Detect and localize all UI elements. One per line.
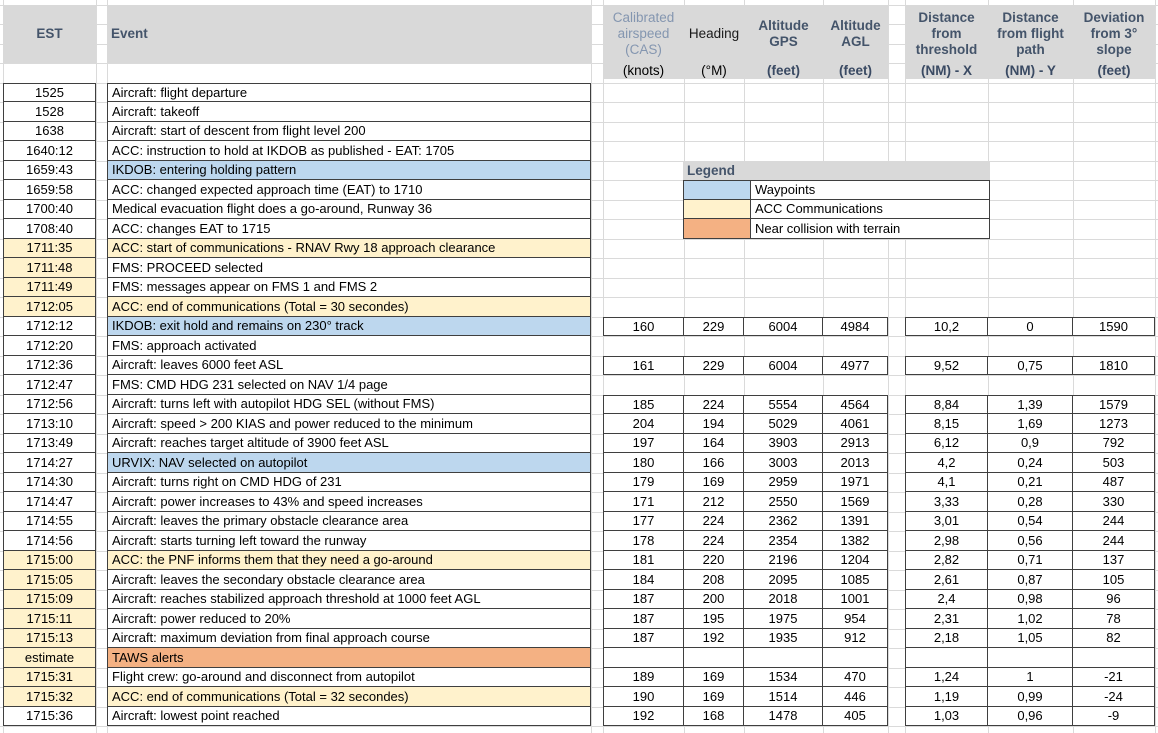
data-cell[interactable]: 190: [603, 687, 684, 707]
event-cell[interactable]: ACC: instruction to hold at IKDOB as published - EAT: 1705: [107, 141, 591, 161]
column-unit: (°M): [701, 63, 727, 78]
data-cell[interactable]: 8,84: [905, 395, 988, 415]
column-header-calibrated-airspeed[interactable]: [603, 5, 684, 80]
data-cell[interactable]: 200: [684, 590, 744, 610]
gridline-horizontal: [0, 726, 1158, 727]
column-title: Altitude GPS: [758, 18, 809, 50]
data-cell[interactable]: 5554: [744, 395, 823, 415]
event-cell[interactable]: ACC: the PNF informs them that they need a go-around: [107, 551, 591, 571]
column-unit: (NM) - Y: [1005, 63, 1056, 78]
data-cell[interactable]: 2,31: [905, 609, 988, 629]
data-cell[interactable]: 2018: [744, 590, 823, 610]
est-cell[interactable]: 1713:49: [3, 434, 96, 454]
event-cell[interactable]: TAWS alerts: [107, 648, 591, 668]
data-cell[interactable]: 220: [684, 551, 744, 571]
est-cell[interactable]: 1712:20: [3, 336, 96, 356]
data-cell[interactable]: 2013: [823, 453, 888, 473]
column-title: Deviation from 3° slope: [1083, 9, 1145, 58]
event-cell[interactable]: ACC: changes EAT to 1715: [107, 219, 591, 239]
data-cell[interactable]: 96: [1073, 590, 1155, 610]
data-cell[interactable]: 204: [603, 414, 684, 434]
event-cell[interactable]: Aircraft: takeoff: [107, 102, 591, 122]
data-cell[interactable]: 1204: [823, 551, 888, 571]
event-cell[interactable]: Aircraft: leaves the secondary obstacle clearance area: [107, 570, 591, 590]
event-cell[interactable]: FMS: messages appear on FMS 1 and FMS 2: [107, 278, 591, 298]
gridline-vertical: [888, 0, 889, 733]
est-cell[interactable]: 1525: [3, 83, 96, 103]
data-cell[interactable]: [823, 648, 888, 668]
data-cell[interactable]: 0,21: [988, 473, 1073, 493]
data-cell[interactable]: 6004: [744, 317, 823, 337]
data-cell[interactable]: 0,75: [988, 356, 1073, 376]
data-cell[interactable]: [1073, 648, 1155, 668]
data-cell[interactable]: 1810: [1073, 356, 1155, 376]
data-cell[interactable]: 792: [1073, 434, 1155, 454]
data-cell[interactable]: 137: [1073, 551, 1155, 571]
column-unit: (feet): [1097, 63, 1131, 78]
data-cell[interactable]: 0,99: [988, 687, 1073, 707]
event-cell[interactable]: IKDOB: entering holding pattern: [107, 161, 591, 181]
data-cell[interactable]: 2362: [744, 512, 823, 532]
event-cell[interactable]: ACC: end of communications (Total = 32 secondes): [107, 687, 591, 707]
data-cell[interactable]: 2550: [744, 492, 823, 512]
data-cell[interactable]: 6,12: [905, 434, 988, 454]
est-cell[interactable]: 1659:58: [3, 180, 96, 200]
est-cell[interactable]: 1712:56: [3, 395, 96, 415]
data-cell[interactable]: 212: [684, 492, 744, 512]
data-cell[interactable]: 171: [603, 492, 684, 512]
data-cell[interactable]: 1,19: [905, 687, 988, 707]
event-cell[interactable]: Aircraft: leaves the primary obstacle clearance area: [107, 512, 591, 532]
data-cell[interactable]: 4,2: [905, 453, 988, 473]
data-cell[interactable]: 1,03: [905, 707, 988, 727]
data-cell[interactable]: 1971: [823, 473, 888, 493]
column-title: Distance from flight path: [997, 9, 1064, 58]
data-cell[interactable]: 0,56: [988, 531, 1073, 551]
data-cell[interactable]: 912: [823, 629, 888, 649]
event-cell[interactable]: IKDOB: exit hold and remains on 230° track: [107, 317, 591, 337]
data-cell[interactable]: 1,05: [988, 629, 1073, 649]
data-cell[interactable]: 1534: [744, 668, 823, 688]
legend-label: Waypoints: [751, 180, 990, 200]
data-cell[interactable]: 9,52: [905, 356, 988, 376]
data-cell[interactable]: 187: [603, 629, 684, 649]
data-cell[interactable]: 4984: [823, 317, 888, 337]
data-cell[interactable]: [988, 648, 1073, 668]
est-cell[interactable]: 1659:43: [3, 161, 96, 181]
data-cell[interactable]: 1: [988, 668, 1073, 688]
data-cell[interactable]: 2,18: [905, 629, 988, 649]
legend-swatch-near-collision-with-terrain: [683, 219, 751, 239]
est-cell[interactable]: 1712:12: [3, 317, 96, 337]
data-cell[interactable]: 194: [684, 414, 744, 434]
est-cell[interactable]: 1712:36: [3, 356, 96, 376]
column-title: Altitude AGL: [830, 18, 881, 50]
data-cell[interactable]: 244: [1073, 512, 1155, 532]
est-cell[interactable]: 1708:40: [3, 219, 96, 239]
data-cell[interactable]: 4061: [823, 414, 888, 434]
data-cell[interactable]: 0,71: [988, 551, 1073, 571]
data-cell[interactable]: 192: [684, 629, 744, 649]
est-cell[interactable]: 1711:35: [3, 239, 96, 259]
data-cell[interactable]: 105: [1073, 570, 1155, 590]
data-cell[interactable]: 229: [684, 317, 744, 337]
data-cell[interactable]: 224: [684, 512, 744, 532]
est-cell[interactable]: 1711:48: [3, 258, 96, 278]
legend-title: Legend: [683, 161, 990, 181]
est-cell[interactable]: 1714:30: [3, 473, 96, 493]
data-cell[interactable]: [744, 648, 823, 668]
gridline-vertical: [591, 0, 592, 733]
data-cell[interactable]: 185: [603, 395, 684, 415]
event-cell[interactable]: Aircraft: turns right on CMD HDG of 231: [107, 473, 591, 493]
est-cell[interactable]: 1715:09: [3, 590, 96, 610]
data-cell[interactable]: 0,96: [988, 707, 1073, 727]
data-cell[interactable]: 1001: [823, 590, 888, 610]
data-cell[interactable]: 229: [684, 356, 744, 376]
distance-column-headers: [905, 5, 1155, 80]
data-cell[interactable]: 1569: [823, 492, 888, 512]
column-header-altitude-agl[interactable]: [823, 5, 888, 80]
data-cell[interactable]: 1382: [823, 531, 888, 551]
data-cell[interactable]: [905, 648, 988, 668]
data-cell[interactable]: 180: [603, 453, 684, 473]
gridline-vertical: [96, 0, 97, 733]
event-cell[interactable]: FMS: CMD HDG 231 selected on NAV 1/4 page: [107, 375, 591, 395]
data-cell[interactable]: [603, 648, 684, 668]
legend-label: ACC Communications: [751, 200, 990, 220]
data-cell[interactable]: 1478: [744, 707, 823, 727]
data-cell[interactable]: 1514: [744, 687, 823, 707]
event-cell[interactable]: Aircraft: turns left with autopilot HDG SEL (without FMS): [107, 395, 591, 415]
est-column-header[interactable]: EST: [3, 5, 96, 64]
column-header-heading[interactable]: [684, 5, 744, 80]
data-cell[interactable]: 224: [684, 395, 744, 415]
data-cell[interactable]: 1273: [1073, 414, 1155, 434]
data-cell[interactable]: 208: [684, 570, 744, 590]
data-cell[interactable]: 78: [1073, 609, 1155, 629]
data-cell[interactable]: 487: [1073, 473, 1155, 493]
data-cell[interactable]: 168: [684, 707, 744, 727]
data-cell[interactable]: 405: [823, 707, 888, 727]
est-cell[interactable]: 1715:00: [3, 551, 96, 571]
data-cell[interactable]: 187: [603, 590, 684, 610]
est-cell[interactable]: 1715:31: [3, 668, 96, 688]
data-cell[interactable]: 2354: [744, 531, 823, 551]
data-cell[interactable]: 4977: [823, 356, 888, 376]
data-cell[interactable]: 2095: [744, 570, 823, 590]
data-cell[interactable]: 2,82: [905, 551, 988, 571]
est-cell[interactable]: 1711:49: [3, 278, 96, 298]
event-cell[interactable]: Aircraft: leaves 6000 feet ASL: [107, 356, 591, 376]
data-cell[interactable]: 1,24: [905, 668, 988, 688]
event-cell[interactable]: Aircraft: starts turning left toward the runway: [107, 531, 591, 551]
column-header-distance-from-threshold[interactable]: [905, 5, 988, 80]
data-cell[interactable]: 1085: [823, 570, 888, 590]
data-cell[interactable]: 164: [684, 434, 744, 454]
column-title: Calibrated airspeed (CAS): [612, 9, 675, 58]
data-cell[interactable]: 2,98: [905, 531, 988, 551]
legend-swatch-waypoints: [683, 180, 751, 200]
data-cell[interactable]: -24: [1073, 687, 1155, 707]
data-cell[interactable]: 161: [603, 356, 684, 376]
data-cell[interactable]: 179: [603, 473, 684, 493]
est-cell[interactable]: estimate: [3, 648, 96, 668]
event-cell[interactable]: Aircraft: flight departure: [107, 83, 591, 103]
data-cell[interactable]: 1391: [823, 512, 888, 532]
est-cell[interactable]: 1712:05: [3, 297, 96, 317]
data-cell[interactable]: 0: [988, 317, 1073, 337]
data-cell[interactable]: 169: [684, 668, 744, 688]
data-cell[interactable]: 0,87: [988, 570, 1073, 590]
column-title: Distance from threshold: [915, 9, 978, 58]
data-cell[interactable]: 503: [1073, 453, 1155, 473]
data-cell[interactable]: [684, 648, 744, 668]
data-cell[interactable]: 8,15: [905, 414, 988, 434]
data-cell[interactable]: 160: [603, 317, 684, 337]
data-cell[interactable]: 1935: [744, 629, 823, 649]
data-cell[interactable]: 184: [603, 570, 684, 590]
column-header-altitude-gps[interactable]: [744, 5, 823, 80]
data-cell[interactable]: 1,02: [988, 609, 1073, 629]
column-unit: (NM) - X: [921, 63, 972, 78]
gridline-vertical: [1155, 0, 1156, 733]
data-cell[interactable]: 5029: [744, 414, 823, 434]
data-cell[interactable]: 2913: [823, 434, 888, 454]
event-cell[interactable]: ACC: end of communications (Total = 30 secondes): [107, 297, 591, 317]
data-cell[interactable]: 2,61: [905, 570, 988, 590]
data-cell[interactable]: 10,2: [905, 317, 988, 337]
data-cell[interactable]: 1579: [1073, 395, 1155, 415]
est-cell[interactable]: 1700:40: [3, 200, 96, 220]
column-unit: (knots): [622, 63, 665, 78]
data-cell[interactable]: 3,33: [905, 492, 988, 512]
data-cell[interactable]: 0,9: [988, 434, 1073, 454]
event-cell[interactable]: Aircraft: lowest point reached: [107, 707, 591, 727]
data-cell[interactable]: 0,28: [988, 492, 1073, 512]
event-cell[interactable]: Aircraft: reaches target altitude of 3900 feet ASL: [107, 434, 591, 454]
data-cell[interactable]: -9: [1073, 707, 1155, 727]
data-cell[interactable]: 224: [684, 531, 744, 551]
column-unit: (feet): [839, 63, 872, 78]
data-cell[interactable]: 3903: [744, 434, 823, 454]
column-header-deviation-from-slope[interactable]: [1073, 5, 1155, 80]
data-cell[interactable]: 195: [684, 609, 744, 629]
data-cell[interactable]: 244: [1073, 531, 1155, 551]
event-cell[interactable]: Aircraft: power reduced to 20%: [107, 609, 591, 629]
data-cell[interactable]: 1590: [1073, 317, 1155, 337]
data-cell[interactable]: 1,39: [988, 395, 1073, 415]
est-cell[interactable]: 1715:32: [3, 687, 96, 707]
est-cell[interactable]: 1714:56: [3, 531, 96, 551]
event-cell[interactable]: Aircraft: power increases to 43% and speed increases: [107, 492, 591, 512]
legend-swatch-acc-communications: [683, 200, 751, 220]
data-cell[interactable]: 1975: [744, 609, 823, 629]
data-cell[interactable]: 181: [603, 551, 684, 571]
event-cell[interactable]: Medical evacuation flight does a go-around, Runway 36: [107, 200, 591, 220]
data-cell[interactable]: 178: [603, 531, 684, 551]
data-cell[interactable]: 6004: [744, 356, 823, 376]
data-cell[interactable]: 2196: [744, 551, 823, 571]
event-cell[interactable]: Aircraft: start of descent from flight level 200: [107, 122, 591, 142]
data-cell[interactable]: 3003: [744, 453, 823, 473]
data-cell[interactable]: 954: [823, 609, 888, 629]
column-title: Heading: [688, 26, 740, 42]
data-cell[interactable]: -21: [1073, 668, 1155, 688]
data-cell[interactable]: 3,01: [905, 512, 988, 532]
column-unit: (feet): [767, 63, 800, 78]
data-cell[interactable]: 2959: [744, 473, 823, 493]
event-cell[interactable]: ACC: start of communications - RNAV Rwy 18 approach clearance: [107, 239, 591, 259]
event-cell[interactable]: FMS: PROCEED selected: [107, 258, 591, 278]
event-cell[interactable]: Aircraft: maximum deviation from final approach course: [107, 629, 591, 649]
event-cell[interactable]: URVIX: NAV selected on autopilot: [107, 453, 591, 473]
data-column-headers: [603, 5, 888, 80]
data-cell[interactable]: 470: [823, 668, 888, 688]
data-cell[interactable]: 0,98: [988, 590, 1073, 610]
data-cell[interactable]: 330: [1073, 492, 1155, 512]
data-cell[interactable]: 192: [603, 707, 684, 727]
est-cell[interactable]: 1714:55: [3, 512, 96, 532]
est-cell[interactable]: 1715:36: [3, 707, 96, 727]
column-header-distance-from-flight-path[interactable]: [988, 5, 1073, 80]
est-cell[interactable]: 1528: [3, 102, 96, 122]
est-cell[interactable]: 1715:05: [3, 570, 96, 590]
data-cell[interactable]: 177: [603, 512, 684, 532]
est-cell[interactable]: 1712:47: [3, 375, 96, 395]
data-cell[interactable]: 189: [603, 668, 684, 688]
event-cell[interactable]: Aircraft: reaches stabilized approach threshold at 1000 feet AGL: [107, 590, 591, 610]
data-cell[interactable]: 169: [684, 687, 744, 707]
est-cell[interactable]: 1638: [3, 122, 96, 142]
data-cell[interactable]: 2,4: [905, 590, 988, 610]
est-cell[interactable]: 1640:12: [3, 141, 96, 161]
data-cell[interactable]: 169: [684, 473, 744, 493]
est-cell[interactable]: 1715:11: [3, 609, 96, 629]
est-cell[interactable]: 1714:47: [3, 492, 96, 512]
est-cell[interactable]: 1713:10: [3, 414, 96, 434]
data-cell[interactable]: 1,69: [988, 414, 1073, 434]
event-cell[interactable]: ACC: changed expected approach time (EAT) to 1710: [107, 180, 591, 200]
event-cell[interactable]: FMS: approach activated: [107, 336, 591, 356]
data-cell[interactable]: 446: [823, 687, 888, 707]
data-cell[interactable]: 4,1: [905, 473, 988, 493]
data-cell[interactable]: 187: [603, 609, 684, 629]
data-cell[interactable]: 197: [603, 434, 684, 454]
est-cell[interactable]: 1714:27: [3, 453, 96, 473]
data-cell[interactable]: 0,24: [988, 453, 1073, 473]
event-column-header[interactable]: Event: [107, 5, 591, 64]
event-cell[interactable]: Flight crew: go-around and disconnect from autopilot: [107, 668, 591, 688]
event-cell[interactable]: Aircraft: speed > 200 KIAS and power reduced to the minimum: [107, 414, 591, 434]
legend-label: Near collision with terrain: [751, 219, 990, 239]
data-cell[interactable]: 0,54: [988, 512, 1073, 532]
data-cell[interactable]: 4564: [823, 395, 888, 415]
est-cell[interactable]: 1715:13: [3, 629, 96, 649]
data-cell[interactable]: 82: [1073, 629, 1155, 649]
data-cell[interactable]: 166: [684, 453, 744, 473]
